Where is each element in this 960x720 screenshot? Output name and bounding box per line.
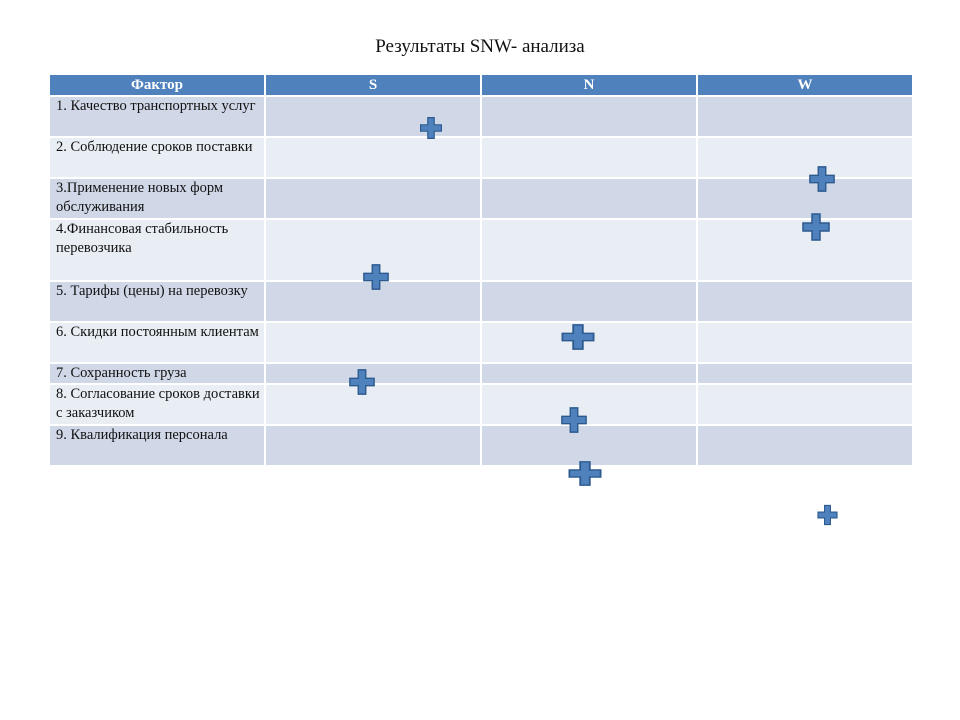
s-cell	[265, 137, 481, 178]
factor-cell: 1. Качество транспортных услуг	[49, 96, 265, 137]
table-row	[49, 178, 913, 219]
snw-table	[48, 73, 914, 467]
plus-icon	[560, 323, 596, 351]
header-s: S	[265, 74, 481, 96]
table-row	[49, 425, 913, 466]
w-cell	[697, 96, 913, 137]
w-cell	[697, 425, 913, 466]
plus-icon	[808, 165, 836, 193]
n-cell	[481, 137, 697, 178]
factor-cell: 6. Скидки постоянным клиентам	[49, 322, 265, 363]
n-cell	[481, 219, 697, 281]
table-row	[49, 219, 913, 281]
header-row	[49, 74, 913, 96]
table-row	[49, 322, 913, 363]
table-row	[49, 137, 913, 178]
n-cell	[481, 384, 697, 425]
plus-icon	[815, 504, 840, 526]
table-row	[49, 96, 913, 137]
s-cell	[265, 425, 481, 466]
n-cell	[481, 96, 697, 137]
header-w: W	[697, 74, 913, 96]
plus-icon	[801, 212, 831, 242]
w-cell	[697, 281, 913, 322]
header-n: N	[481, 74, 697, 96]
w-cell	[697, 363, 913, 384]
table-row	[49, 281, 913, 322]
factor-cell: 5. Тарифы (цены) на перевозку	[49, 281, 265, 322]
plus-icon	[362, 263, 390, 291]
header-factor: Фактор	[49, 74, 265, 96]
factor-cell: 7. Сохранность груза	[49, 363, 265, 384]
n-cell	[481, 281, 697, 322]
factor-cell: 3.Применение новых форм обслуживания	[49, 178, 265, 219]
factor-cell: 2. Соблюдение сроков поставки	[49, 137, 265, 178]
n-cell	[481, 178, 697, 219]
table-row	[49, 384, 913, 425]
plus-icon	[567, 460, 603, 487]
factor-cell: 9. Квалификация персонала	[49, 425, 265, 466]
plus-icon	[559, 406, 589, 434]
table-row	[49, 363, 913, 384]
factor-cell: 4.Финансовая стабильность перевозчика	[49, 219, 265, 281]
factor-cell: 8. Согласование сроков доставки с заказчиком	[49, 384, 265, 425]
s-cell	[265, 178, 481, 219]
page-title: Результаты SNW- анализа	[375, 36, 585, 57]
w-cell	[697, 322, 913, 363]
s-cell	[265, 96, 481, 137]
plus-icon	[416, 116, 446, 140]
w-cell	[697, 137, 913, 178]
w-cell	[697, 384, 913, 425]
n-cell	[481, 363, 697, 384]
s-cell	[265, 322, 481, 363]
plus-icon	[347, 368, 377, 396]
